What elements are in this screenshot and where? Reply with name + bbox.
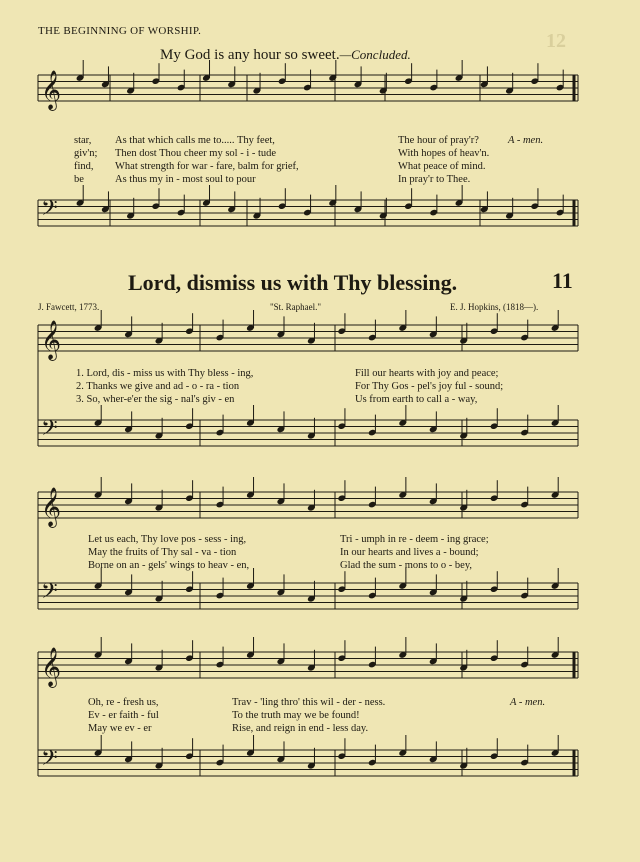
- running-title: THE BEGINNING OF WORSHIP.: [38, 25, 202, 37]
- verse-line: Borne on an - gels' wings to heav - en, Glad the sum - mons to o - bey,: [88, 560, 473, 571]
- bass-clef: 𝄢: [41, 416, 58, 446]
- hymn-number: 11: [552, 268, 573, 293]
- verse-line: May we ev - er Rise, and reign in end - less day.: [88, 723, 369, 734]
- hymn-a-title: My God is any hour so sweet.—Concluded.: [160, 47, 411, 63]
- system1-lyrics: [0, 368, 640, 407]
- treble-clef: 𝄞: [41, 647, 62, 687]
- verse-line: giv'n; Then dost Thou cheer my sol - i - tude With hopes of heav'n.: [74, 148, 490, 159]
- hymn-b-title: Lord, dismiss us with Thy blessing.: [128, 270, 458, 295]
- verse-line: 2. Thanks we give and ad - o - ra - tion For Thy Gos - pel's joy ful - sound;: [76, 381, 504, 392]
- composer-credit: E. J. Hopkins, (1818—).: [450, 302, 539, 312]
- system2-lyrics: [0, 534, 640, 573]
- verse-line: find, What strength for war - fare, balm for grief, What peace of mind.: [74, 161, 486, 172]
- verse-line: Let us each, Thy love pos - sess - ing, Tri - umph in re - deem - ing grace;: [88, 534, 489, 545]
- verse-line: May the fruits of Thy sal - va - tion In our hearts and lives a - bound;: [88, 547, 479, 558]
- verse-line: 1. Lord, dis - miss us with Thy bless - ing, Fill our hearts with joy and peace;: [76, 368, 499, 379]
- verse-line: be As thus my in - most soul to pour In pray'r to Thee.: [74, 174, 471, 185]
- verse-line: Oh, re - fresh us, Trav - 'ling thro' this wil - der - ness. A - men.: [88, 697, 546, 708]
- bass-clef: 𝄢: [41, 196, 58, 226]
- treble-clef: 𝄞: [41, 70, 62, 110]
- page-number: 12: [546, 30, 566, 52]
- hymn-a-lyrics: [0, 135, 640, 187]
- verse-line: star, As that which calls me to..... Thy feet, The hour of pray'r? A - men.: [74, 135, 544, 146]
- tune-name: "St. Raphael.": [270, 302, 322, 312]
- treble-clef: 𝄞: [41, 487, 62, 527]
- system3-lyrics: [0, 697, 640, 736]
- author-credit: J. Fawcett, 1773.: [38, 302, 100, 312]
- bass-clef: 𝄢: [41, 579, 58, 609]
- verse-line: 3. So, wher-e'er the sig - nal's giv - en Us from earth to call a - way,: [76, 394, 478, 405]
- treble-clef: 𝄞: [41, 320, 62, 360]
- bass-clef: 𝄢: [41, 746, 58, 776]
- verse-line: Ev - er faith - ful To the truth may we be found!: [88, 710, 360, 721]
